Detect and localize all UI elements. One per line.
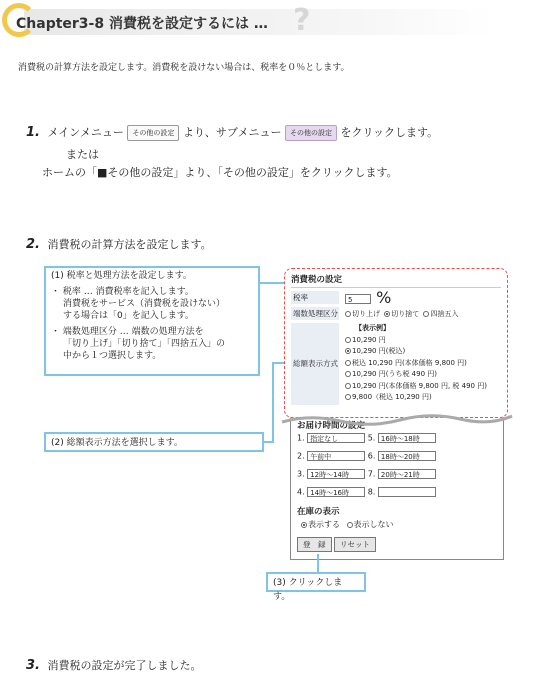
callout-rate-b2-l2: 「切り上げ」「切り捨て」「四捨五入」の bbox=[63, 339, 226, 349]
rate-cell bbox=[339, 288, 391, 307]
slot-num: 8. bbox=[367, 487, 376, 497]
rounding-down-label: 切り捨て bbox=[391, 309, 420, 318]
display-option-label: 9,800（税込 10,290 円) bbox=[352, 393, 432, 401]
slot-input[interactable] bbox=[378, 487, 436, 497]
display-radio[interactable] bbox=[345, 371, 351, 377]
sub-menu-button[interactable]: その他の設定 bbox=[285, 125, 337, 141]
display-option bbox=[345, 346, 487, 358]
display-option-label: 10,290 円(本体価格 9,800 円, 税 490 円) bbox=[352, 381, 487, 390]
stock-hide-radio[interactable] bbox=[347, 522, 353, 528]
step2-number: 2. bbox=[26, 237, 40, 252]
slot-num: 6. bbox=[367, 451, 376, 461]
stock-show-radio[interactable] bbox=[301, 522, 307, 528]
display-radio[interactable] bbox=[345, 337, 351, 343]
callout-rate-b2-l3: 中から１つ選択します。 bbox=[63, 351, 162, 361]
step2-line bbox=[26, 236, 212, 252]
slot-row bbox=[297, 433, 497, 447]
slot-input[interactable]: 指定なし bbox=[307, 433, 365, 443]
slot-num: 7. bbox=[367, 469, 376, 479]
slot-num: 2. bbox=[297, 451, 305, 461]
slot-input[interactable]: 18時〜20時 bbox=[378, 451, 436, 461]
tax-title: 消費税の設定 bbox=[291, 273, 501, 288]
callout-display: (2) 総額表示方法を選択します。 bbox=[44, 432, 264, 452]
callout-rate bbox=[44, 266, 260, 376]
display-option bbox=[345, 335, 487, 347]
display-label: 総額表示方式 bbox=[291, 323, 339, 405]
rounding-radio-down[interactable] bbox=[384, 311, 390, 317]
slot-input[interactable]: 14時〜16時 bbox=[307, 487, 365, 497]
display-options bbox=[339, 323, 487, 405]
callout-rate-b1-l2: 消費税をサービス（消費税を設けない） bbox=[63, 299, 226, 309]
slot-input[interactable]: 午前中 bbox=[307, 451, 365, 461]
slot-num: 5. bbox=[367, 433, 376, 443]
slot-row bbox=[297, 469, 497, 483]
slot-input[interactable]: 12時〜14時 bbox=[307, 469, 365, 479]
rounding-round-label: 四捨五入 bbox=[430, 309, 459, 318]
step1-number: 1. bbox=[26, 125, 40, 140]
slot-input[interactable]: 20時〜21時 bbox=[378, 469, 436, 479]
stock-show-label: 表示する bbox=[308, 520, 340, 529]
form-buttons bbox=[297, 537, 376, 552]
example-label: 【表示例】 bbox=[355, 324, 390, 332]
step3-number: 3. bbox=[26, 658, 40, 673]
delivery-title: お届け時間の設定 bbox=[297, 421, 366, 431]
display-option bbox=[345, 358, 487, 370]
step1-pre: メインメニュー bbox=[47, 126, 124, 139]
submit-button[interactable]: 登 録 bbox=[297, 537, 332, 552]
step1-line2: ホームの「■その他の設定」より、「その他の設定」をクリックします。 bbox=[42, 166, 398, 179]
rate-unit: % bbox=[376, 288, 392, 307]
chapter-header bbox=[0, 0, 554, 42]
display-row bbox=[291, 323, 501, 405]
display-radio[interactable] bbox=[345, 394, 351, 400]
reset-button[interactable]: リセット bbox=[334, 537, 376, 552]
slot-num: 4. bbox=[297, 487, 305, 497]
display-radio[interactable] bbox=[345, 383, 351, 389]
step1-post: をクリックします。 bbox=[340, 126, 439, 139]
slot-row bbox=[297, 451, 497, 465]
rate-input[interactable]: 5 bbox=[345, 294, 371, 304]
step3-line bbox=[26, 657, 201, 673]
stock-options bbox=[301, 519, 394, 530]
callout-rate-b1-l1: ・ 税率 … 消費税率を記入します。 bbox=[51, 287, 194, 297]
display-option bbox=[345, 392, 487, 404]
display-option-label: 10,290 円(うち税 490 円) bbox=[352, 370, 437, 378]
display-radio[interactable] bbox=[345, 360, 351, 366]
step2-text: 消費税の計算方法を設定します。 bbox=[47, 238, 212, 251]
rounding-up-label: 切り上げ bbox=[352, 309, 380, 318]
display-option-label: 税込 10,290 円(本体価格 9,800 円) bbox=[352, 358, 467, 367]
callout-rate-b1-l3: する場合は「0」を記入します。 bbox=[63, 311, 195, 321]
slot-num: 1. bbox=[297, 433, 305, 443]
slot-num: 3. bbox=[297, 469, 305, 479]
intro-text: 消費税の計算方法を設定します。消費税を設けない場合は、税率を０％とします。 bbox=[18, 63, 350, 73]
callout-rate-b2-l1: ・ 端数処理区分 … 端数の処理方法を bbox=[51, 327, 204, 337]
display-option bbox=[345, 381, 487, 393]
slot-input[interactable]: 16時〜18時 bbox=[378, 433, 436, 443]
step1-line bbox=[26, 124, 438, 141]
rate-row bbox=[291, 288, 501, 307]
rounding-options bbox=[339, 309, 458, 319]
callout-click: (3) クリックします。 bbox=[266, 572, 366, 592]
rounding-radio-round[interactable] bbox=[423, 311, 429, 317]
display-option bbox=[345, 369, 487, 381]
slot-row bbox=[297, 487, 497, 501]
step1-mid: より、サブメニュー bbox=[182, 126, 282, 139]
callout-click-connector bbox=[317, 554, 319, 572]
question-mark-icon: ? bbox=[293, 3, 311, 38]
rounding-label: 端数処理区分 bbox=[293, 309, 338, 318]
tax-settings-panel bbox=[284, 268, 508, 418]
rate-label: 税率 bbox=[291, 291, 339, 304]
step3-text: 消費税の設定が完了しました。 bbox=[47, 659, 202, 672]
wave-cut-divider bbox=[280, 412, 514, 428]
stock-hide-label: 表示しない bbox=[353, 520, 394, 529]
display-option-label: 10,290 円(税込) bbox=[352, 347, 406, 355]
main-menu-button[interactable]: その他の設定 bbox=[127, 125, 179, 141]
delivery-slots bbox=[297, 433, 497, 501]
page-title: Chapter3-8 消費税を設定するには … bbox=[16, 16, 268, 32]
step1-or: または bbox=[66, 148, 99, 161]
stock-title: 在庫の表示 bbox=[297, 507, 340, 517]
display-radio[interactable] bbox=[345, 348, 351, 354]
display-option-label: 10,290 円 bbox=[352, 335, 386, 344]
callout-rate-head: (1) 税率と処理方法を設定します。 bbox=[51, 271, 192, 281]
callout-display-connector-v bbox=[272, 362, 274, 443]
rounding-row bbox=[291, 307, 501, 320]
rounding-radio-up[interactable] bbox=[345, 311, 351, 317]
